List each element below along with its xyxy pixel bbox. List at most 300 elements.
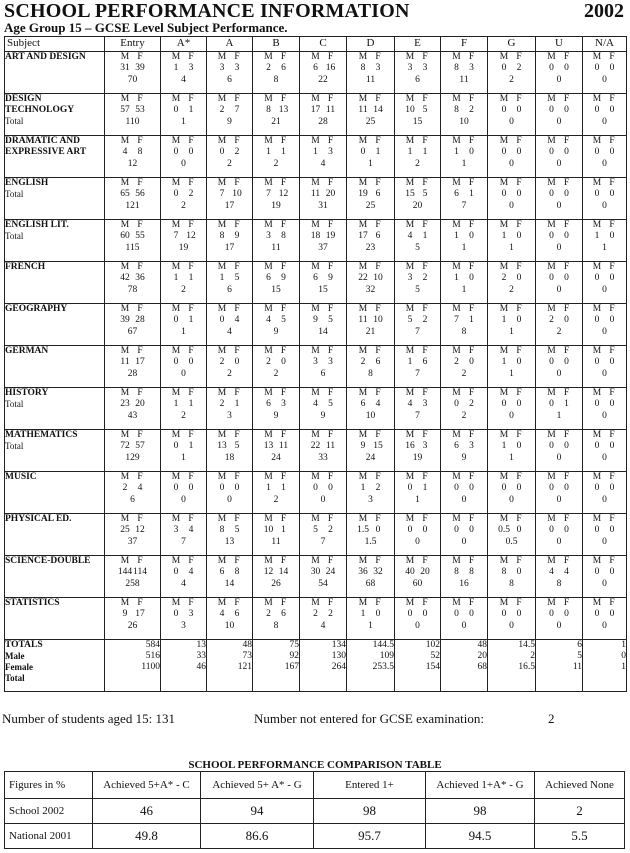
male-value: 57 (120, 104, 130, 115)
grade-cell (300, 304, 347, 346)
column-header: B (253, 37, 300, 52)
mf-values (161, 525, 206, 536)
female-label: F (563, 178, 570, 188)
total-value: 2 (461, 411, 467, 421)
mf-values (441, 231, 487, 242)
male-value: 0 (173, 146, 179, 157)
female-value: 1 (469, 188, 474, 199)
totals-cell (536, 640, 583, 692)
grade-cell (441, 346, 488, 388)
mf-labels (347, 178, 394, 189)
female-value: 5 (234, 440, 240, 451)
totals-value: 1 (621, 640, 626, 650)
male-value: 0 (454, 482, 459, 493)
male-label: M (311, 136, 320, 146)
mf-values (583, 105, 626, 116)
subject-cell (5, 178, 105, 220)
mf-values (395, 231, 440, 242)
male-value: 0 (549, 356, 554, 367)
male-value: 2 (360, 356, 366, 367)
female-value: 0 (516, 398, 522, 409)
male-value: 2 (266, 356, 271, 367)
male-label: M (499, 136, 509, 146)
male-value: 6 (454, 188, 459, 199)
female-label: F (234, 598, 240, 608)
totals-value: 92 (289, 651, 299, 661)
mf-values (583, 357, 626, 368)
total-value: 68 (365, 579, 376, 589)
female-value: 3 (328, 356, 333, 367)
total-value: 2 (556, 327, 562, 337)
mf-labels (488, 388, 535, 399)
female-value: 24 (325, 566, 336, 577)
mf-labels (395, 220, 440, 231)
mf-labels (441, 514, 487, 525)
mf-values (207, 525, 252, 536)
female-label: F (563, 514, 570, 524)
female-value: 6 (375, 188, 381, 199)
mf-values (583, 399, 626, 410)
not-entered-value: 2 (548, 711, 555, 726)
male-value: 1 (501, 356, 507, 367)
totals-cell (488, 640, 536, 692)
male-value: 1 (173, 62, 179, 73)
totals-cell (105, 640, 161, 692)
male-value: 0 (501, 188, 507, 199)
mf-labels (488, 430, 535, 441)
mf-values (488, 147, 535, 158)
mf-values (300, 567, 346, 578)
mf-values (488, 315, 535, 326)
male-value: 4 (407, 230, 413, 241)
male-value: 0 (549, 482, 554, 493)
female-value: 0 (564, 608, 569, 619)
male-label: M (264, 178, 273, 188)
total-value: 2 (509, 75, 514, 85)
male-value: 0 (407, 524, 413, 535)
mf-values (583, 231, 626, 242)
male-label: M (405, 430, 415, 440)
female-label: F (188, 136, 194, 146)
mf-values (207, 315, 252, 326)
male-label: M (171, 178, 181, 188)
grade-cell (347, 556, 395, 598)
mf-values (395, 567, 440, 578)
male-label: M (547, 52, 556, 62)
male-value: 13 (263, 440, 274, 451)
mf-labels (583, 178, 626, 189)
comparison-header: Entered 1+ (314, 772, 426, 799)
mf-values (583, 189, 626, 200)
female-value: 0 (564, 440, 569, 451)
male-label: M (547, 178, 556, 188)
female-value: 6 (234, 608, 240, 619)
mf-labels (300, 136, 346, 147)
mf-labels (583, 472, 626, 483)
total-value: 25 (365, 201, 376, 211)
grade-cell (253, 346, 300, 388)
female-label: F (137, 94, 143, 104)
male-label: M (358, 304, 368, 314)
total-value: 1 (509, 369, 514, 379)
female-label: F (375, 430, 381, 440)
total-value: 19 (412, 453, 423, 463)
grade-cell (347, 262, 395, 304)
male-label: M (452, 94, 461, 104)
female-label: F (609, 514, 615, 524)
mf-labels (161, 220, 206, 231)
comparison-value: 2 (535, 799, 625, 824)
male-label: M (264, 52, 273, 62)
total-value: 0 (602, 621, 607, 631)
female-label: F (280, 346, 287, 356)
female-label: F (327, 304, 334, 314)
mf-values (161, 189, 206, 200)
mf-values (536, 357, 582, 368)
grade-cell (347, 472, 395, 514)
female-label: F (609, 52, 615, 62)
grade-cell (536, 94, 583, 136)
mf-values (253, 441, 299, 452)
mf-values (300, 315, 346, 326)
total-value: 8 (273, 621, 279, 631)
mf-values (536, 63, 582, 74)
female-label: F (188, 472, 194, 482)
mf-labels (105, 472, 160, 483)
mf-values (395, 315, 440, 326)
male-label: M (311, 178, 320, 188)
male-label: M (311, 94, 320, 104)
grade-cell (300, 52, 347, 94)
male-label: M (405, 304, 415, 314)
total-value: 20 (412, 201, 423, 211)
male-value: 0 (219, 314, 225, 325)
female-label: F (563, 262, 570, 272)
female-label: F (280, 94, 287, 104)
female-label: F (375, 304, 381, 314)
male-label: M (405, 220, 415, 230)
mf-labels (441, 262, 487, 273)
female-value: 3 (422, 398, 428, 409)
total-value: 0.5 (505, 537, 518, 547)
mf-values (395, 609, 440, 620)
totals-row-label: Male (5, 651, 25, 661)
female-value: 11 (325, 440, 336, 451)
grade-cell (207, 388, 253, 430)
total-value: 21 (365, 327, 376, 337)
totals-value: 75 (289, 640, 299, 650)
female-label: F (422, 556, 428, 566)
grade-cell (395, 514, 441, 556)
male-value: 6 (313, 62, 318, 73)
male-value: 1 (501, 440, 507, 451)
grade-cell (536, 136, 583, 178)
female-value: 5 (422, 104, 428, 115)
male-label: M (547, 304, 556, 314)
male-value: 1 (219, 272, 225, 283)
female-value: 9 (328, 272, 333, 283)
male-label: M (120, 472, 130, 482)
table-row (5, 136, 627, 178)
total-value: 24 (365, 453, 376, 463)
mf-values (395, 483, 440, 494)
female-label: F (137, 514, 143, 524)
male-label: M (499, 304, 509, 314)
female-label: F (280, 220, 287, 230)
female-value: 0 (234, 356, 240, 367)
male-label: M (358, 178, 368, 188)
mf-labels (488, 94, 535, 105)
male-value: 10 (263, 524, 274, 535)
female-value: 0 (375, 524, 381, 535)
grade-cell (253, 178, 300, 220)
female-label: F (280, 430, 287, 440)
female-value: 7 (234, 104, 240, 115)
mf-labels (105, 388, 160, 399)
mf-values (253, 609, 299, 620)
total-label: Total (5, 441, 24, 451)
grade-cell (395, 220, 441, 262)
subject-name: STATISTICS (5, 598, 60, 608)
male-label: M (311, 598, 320, 608)
female-label: F (137, 52, 143, 62)
male-label: M (499, 94, 509, 104)
female-label: F (516, 178, 522, 188)
mf-labels (207, 598, 252, 609)
male-label: M (358, 388, 368, 398)
total-value: 2 (181, 285, 186, 295)
total-value: 7 (181, 537, 186, 547)
female-label: F (280, 178, 287, 188)
male-value: 3 (173, 524, 179, 535)
subject-cell (5, 136, 105, 178)
total-value: 28 (318, 117, 328, 127)
grade-cell (536, 262, 583, 304)
mf-labels (105, 136, 160, 147)
totals-cell (583, 640, 627, 692)
mf-values (395, 399, 440, 410)
female-value: 10 (232, 188, 242, 199)
grade-cell (441, 220, 488, 262)
female-value: 0 (516, 146, 522, 157)
male-value: 4 (549, 566, 554, 577)
male-value: 42 (120, 272, 130, 283)
mf-labels (583, 220, 626, 231)
female-value: 15 (373, 440, 383, 451)
male-value: 3 (219, 62, 225, 73)
total-value: 0 (556, 201, 562, 211)
male-label: M (499, 52, 509, 62)
male-label: M (499, 598, 509, 608)
total-value: 1 (181, 453, 186, 463)
female-label: F (280, 556, 287, 566)
comparison-value: 98 (314, 799, 426, 824)
mf-labels (441, 52, 487, 63)
mf-labels (253, 178, 299, 189)
female-label: F (280, 52, 287, 62)
male-value: 2 (549, 314, 554, 325)
totals-value: 2 (530, 651, 535, 661)
mf-labels (253, 472, 299, 483)
female-value: 1 (188, 314, 194, 325)
table-row (5, 514, 627, 556)
female-label: F (609, 136, 615, 146)
male-value: 3 (313, 356, 318, 367)
female-label: F (137, 472, 143, 482)
male-label: M (452, 472, 461, 482)
mf-values (441, 189, 487, 200)
male-label: M (120, 514, 130, 524)
female-label: F (468, 346, 475, 356)
female-value: 0 (516, 230, 522, 241)
mf-values (161, 273, 206, 284)
male-value: 0 (407, 482, 413, 493)
mf-values (583, 147, 626, 158)
mf-labels (253, 136, 299, 147)
female-value: 0 (609, 440, 615, 451)
grade-cell (300, 472, 347, 514)
mf-labels (253, 430, 299, 441)
male-value: 3 (266, 230, 271, 241)
mf-labels (161, 472, 206, 483)
totals-cell (253, 640, 300, 692)
grade-cell (105, 430, 161, 472)
male-label: M (264, 556, 273, 566)
grade-cell (347, 388, 395, 430)
mf-labels (536, 556, 582, 567)
total-value: 2 (181, 201, 186, 211)
male-value: 6 (454, 440, 459, 451)
total-value: 1 (368, 621, 373, 631)
grade-cell (488, 388, 536, 430)
male-value: 8 (454, 62, 459, 73)
female-value: 11 (278, 440, 289, 451)
female-value: 0 (564, 482, 569, 493)
female-value: 3 (422, 440, 428, 451)
total-value: 11 (271, 537, 281, 547)
totals-label: TOTALS (5, 640, 43, 650)
total-value: 14 (318, 327, 328, 337)
female-value: 4 (137, 482, 143, 493)
female-value: 0 (609, 566, 615, 577)
mf-values (105, 483, 160, 494)
grade-cell (583, 136, 627, 178)
grade-cell (583, 556, 627, 598)
totals-value: 121 (237, 662, 252, 672)
total-value: 0 (509, 159, 514, 169)
subject-name: MUSIC (5, 472, 37, 482)
male-label: M (547, 472, 556, 482)
female-value: 5 (328, 314, 333, 325)
female-value: 0 (609, 482, 615, 493)
male-label: M (547, 136, 556, 146)
female-label: F (609, 178, 615, 188)
male-value: 19 (358, 188, 368, 199)
male-value: 4 (219, 608, 225, 619)
female-label: F (234, 220, 240, 230)
male-value: 1 (173, 398, 179, 409)
mf-values (161, 231, 206, 242)
mf-labels (536, 346, 582, 357)
female-value: 0 (469, 146, 474, 157)
grade-cell (536, 598, 583, 640)
male-value: 0 (549, 524, 554, 535)
comparison-value: 94.5 (426, 824, 535, 849)
female-label: F (375, 94, 381, 104)
totals-value: 14.5 (518, 640, 535, 650)
grade-cell (253, 262, 300, 304)
mf-labels (207, 472, 252, 483)
mf-labels (583, 514, 626, 525)
total-value: 9 (320, 411, 326, 421)
total-value: 2 (181, 411, 186, 421)
mf-labels (161, 178, 206, 189)
mf-labels (583, 598, 626, 609)
total-label: Total (5, 189, 24, 199)
male-label: M (499, 262, 509, 272)
total-value: 115 (125, 243, 140, 253)
grade-cell (488, 514, 536, 556)
totals-cell (441, 640, 488, 692)
mf-values (395, 273, 440, 284)
female-label: F (137, 388, 143, 398)
total-value: 11 (459, 75, 469, 85)
totals-value: 6 (577, 640, 582, 650)
totals-value: 0 (621, 651, 626, 661)
total-value: 2 (461, 369, 467, 379)
grade-cell (105, 514, 161, 556)
grade-cell (105, 178, 161, 220)
female-label: F (375, 178, 381, 188)
mf-labels (207, 346, 252, 357)
total-value: 1 (461, 243, 467, 253)
mf-values (207, 399, 252, 410)
total-value: 0 (509, 411, 514, 421)
male-value: 1 (266, 482, 271, 493)
grade-cell (583, 514, 627, 556)
totals-value: 516 (145, 651, 160, 661)
female-label: F (468, 472, 475, 482)
mf-labels (347, 220, 394, 231)
total-value: 0 (509, 621, 514, 631)
male-value: 0 (549, 188, 554, 199)
grade-cell (488, 598, 536, 640)
male-value: 10 (405, 104, 415, 115)
female-value: 0 (564, 104, 569, 115)
male-label: M (405, 262, 415, 272)
female-label: F (516, 262, 522, 272)
grade-cell (161, 94, 207, 136)
mf-labels (395, 262, 440, 273)
mf-labels (488, 178, 535, 189)
female-value: 0 (564, 146, 569, 157)
mf-values (105, 609, 160, 620)
mf-values (347, 147, 394, 158)
total-value: 0 (602, 579, 607, 589)
male-value: 1 (360, 482, 366, 493)
male-value: 0.5 (498, 524, 510, 535)
male-label: M (311, 556, 320, 566)
total-value: 10 (459, 117, 469, 127)
mf-values (441, 105, 487, 116)
male-value: 0 (549, 398, 554, 409)
mf-labels (347, 262, 394, 273)
male-value: 144 (117, 566, 133, 577)
male-value: 0 (501, 398, 507, 409)
total-value: 54 (318, 579, 328, 589)
grade-cell (105, 472, 161, 514)
male-label: M (217, 514, 227, 524)
